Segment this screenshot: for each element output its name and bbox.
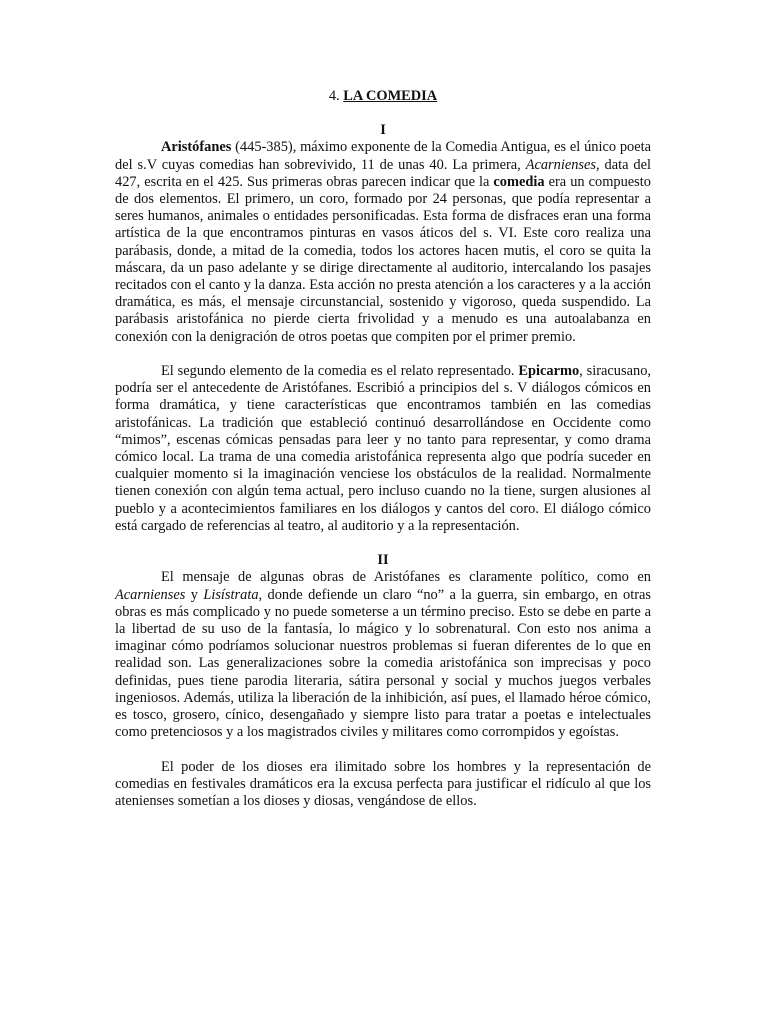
- heading-number: 4.: [328, 88, 340, 104]
- italic-title: Acarnienses: [525, 156, 597, 173]
- italic-title: Lisístrata: [203, 586, 259, 603]
- section-label-2: II: [377, 552, 389, 569]
- bold-term: comedia: [493, 173, 545, 190]
- italic-title: Acarnienses: [115, 586, 186, 603]
- bold-term: Epicarmo: [518, 363, 580, 380]
- section-label-1: I: [380, 122, 386, 139]
- paragraph-3: El mensaje de algunas obras de Aristófanes es claramente político, como en Acarnienses y Lisístrata, donde defiende un claro “no” a la guerra, sin embargo, en otras obras es más complicado y no puede someterse a un término preciso. Esto se debe en parte a la libertad de su uso de la fantasía, lo mágico y lo sobrenatural. Con esto nos anima a imaginar cómo podríamos solucionar nuestros problemas si fueran diferentes de lo que en realidad son. Las generalizaciones sobre la comedia aristofánica son imprecisas y poco definidas, pues tiene parodia literaria, sátira personal y social y muchos juegos verbales ingeniosos. Además, utiliza la liberación de la inhibición, así pues, el llamado héroe cómico, es tosco, grosero, cínico, desengañado y siempre listo para tratar a poetas e intelectuales como pretenciosos y a los magistrados civiles y militares como corrompidos y egoístas.: [115, 569, 651, 741]
- paragraph-1: Aristófanes (445-385), máximo exponente de la Comedia Antigua, es el único poeta del s.V cuyas comedias han sobrevivido, 11 de unas 40. La primera, Acarnienses, data del 427, escrita en el 425. Sus primeras obras parecen indicar que la comedia era un compuesto de dos elementos. El primero, un coro, formado por 24 personas, que podía representar a seres humanos, animales o entidades personificadas. Esta forma de disfraces eran una forma artística de la que encontramos pinturas en vasos áticos del s. VI. Este coro realiza una parábasis, donde, a mitad de la comedia, todos los actores hacen mutis, el coro se quita la máscara, da un paso adelante y se dirige directamente al auditorio, intercalando los pasajes recitados con el canto y la danza. Esta acción no presta atención a los caracteres y a la acción dramática, es más, el mensaje circunstancial, sostenido y vigoroso, queda suspendido. La parábasis aristofánica no pierde cierta frivolidad y a menudo es una autoalabanza en conexión con la denigración de otros poetas que compiten por el primer premio.: [115, 139, 652, 345]
- paragraph-4: El poder de los dioses era ilimitado sobre los hombres y la representación de comedias en festivales dramáticos era la excusa perfecta para justificar el ridículo al que los atenienses sometían a los dioses y diosas, vengándose de ellos.: [115, 758, 651, 810]
- page-title: [115, 88, 651, 105]
- document-page: [115, 88, 651, 810]
- bold-term: Aristófanes: [161, 139, 232, 156]
- heading-title: LA COMEDIA: [343, 88, 438, 104]
- paragraph-2: El segundo elemento de la comedia es el relato representado. Epicarmo, siracusano, podría ser el antecedente de Aristófanes. Escribió a principios del s. V diálogos cómicos en forma dramática, y tiene características que encontramos también en las comedias aristofánicas. La tradición que estableció continuó desarrollándose en Occidente como “mimos”, escenas cómicas pensadas para leer y no tanto para representar, y como drama cómico local. La trama de una comedia aristofánica representa algo que podría suceder en cualquier momento si la imaginación venciese los obstáculos de la realidad. Normalmente tienen conexión con algún tema actual, pero incluso cuando no la tiene, surgen alusiones al pueblo y a acontecimientos familiares en los diálogos y cantos del coro. El diálogo cómico está cargado de referencias al teatro, al auditorio y a la representación.: [115, 363, 651, 534]
